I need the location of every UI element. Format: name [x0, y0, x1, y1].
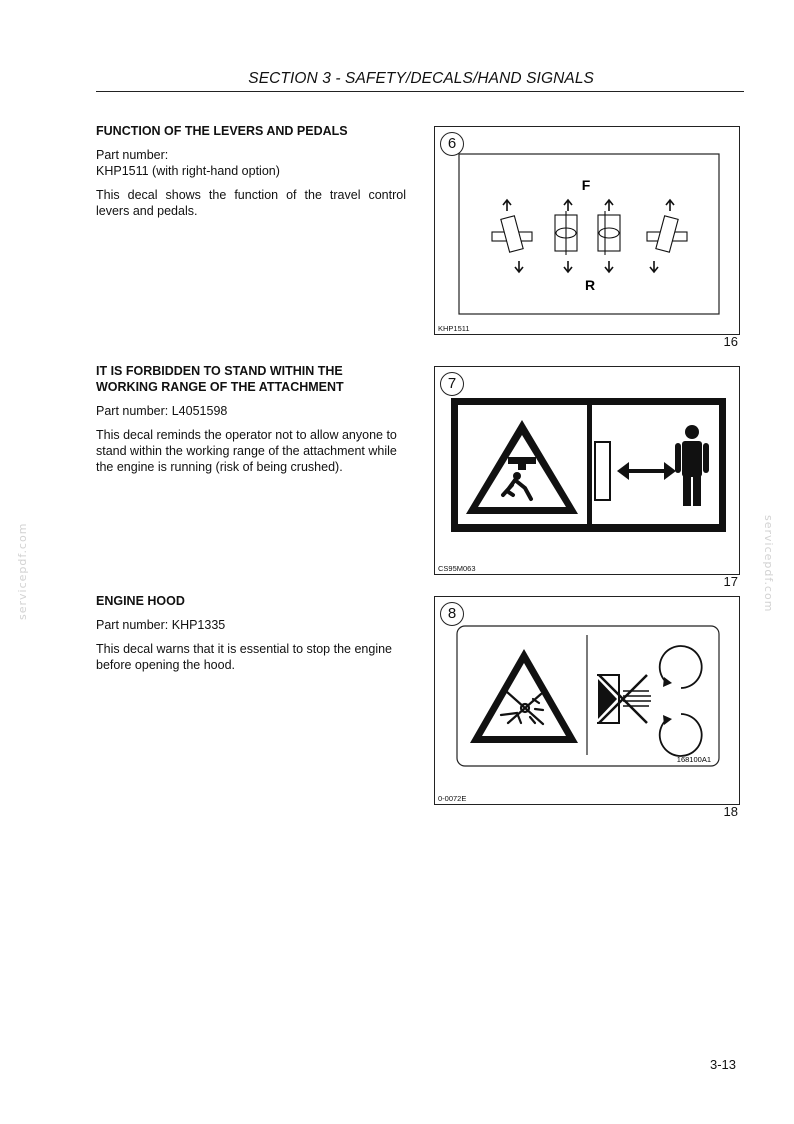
figure-index: 17 [723, 574, 738, 589]
decal-code: 0-0072E [438, 794, 467, 803]
page-header [96, 70, 744, 92]
section-engine-hood [96, 593, 406, 681]
watermark-left: servicepdf.com [16, 522, 29, 620]
figure-crush-decal [434, 366, 740, 575]
section-heading: IT IS FORBIDDEN TO STAND WITHIN THE WORKING RANGE OF THE ATTACHMENT [96, 364, 344, 394]
watermark-right: servicepdf.com [762, 515, 775, 613]
figure-number: 8 [440, 602, 464, 626]
figure-number: 7 [440, 372, 464, 396]
section-heading: FUNCTION OF THE LEVERS AND PEDALS [96, 124, 348, 138]
reverse-label: R [584, 277, 596, 293]
engine-hood-decal [435, 597, 739, 804]
page-number: 3-13 [709, 1057, 736, 1072]
section-description: This decal shows the function of the travel control levers and pedals. [96, 188, 406, 218]
decal-part-code: 168100A1 [676, 755, 711, 764]
section-forbidden-stand [96, 363, 406, 483]
figure-index: 18 [723, 804, 738, 819]
levers-pedals-decal [435, 127, 739, 334]
section-heading: ENGINE HOOD [96, 594, 185, 608]
part-number: Part number: L4051598 [96, 404, 228, 418]
part-number-label: Part number: [96, 148, 169, 162]
decal-code: KHP1511 [438, 324, 470, 333]
decal-code: CS95M063 [438, 564, 476, 573]
figure-number: 6 [440, 132, 464, 156]
figure-hood-decal [434, 596, 740, 805]
figure-levers-decal [434, 126, 740, 335]
section-description: This decal warns that it is essential to stop the engine before opening the hood. [96, 642, 392, 672]
crush-hazard-decal [435, 367, 739, 574]
part-number: Part number: KHP1335 [96, 618, 226, 632]
forward-label: F [581, 177, 591, 193]
section-levers-pedals [96, 123, 406, 227]
figure-index: 16 [723, 334, 738, 349]
part-number-value: KHP1511 (with right-hand option) [96, 164, 280, 178]
section-description: This decal reminds the operator not to allow anyone to stand within the working range of the attachment while the engine is running (risk of being crushed). [96, 428, 397, 474]
section-title: SECTION 3 - SAFETY/DECALS/HAND SIGNALS [248, 70, 594, 87]
